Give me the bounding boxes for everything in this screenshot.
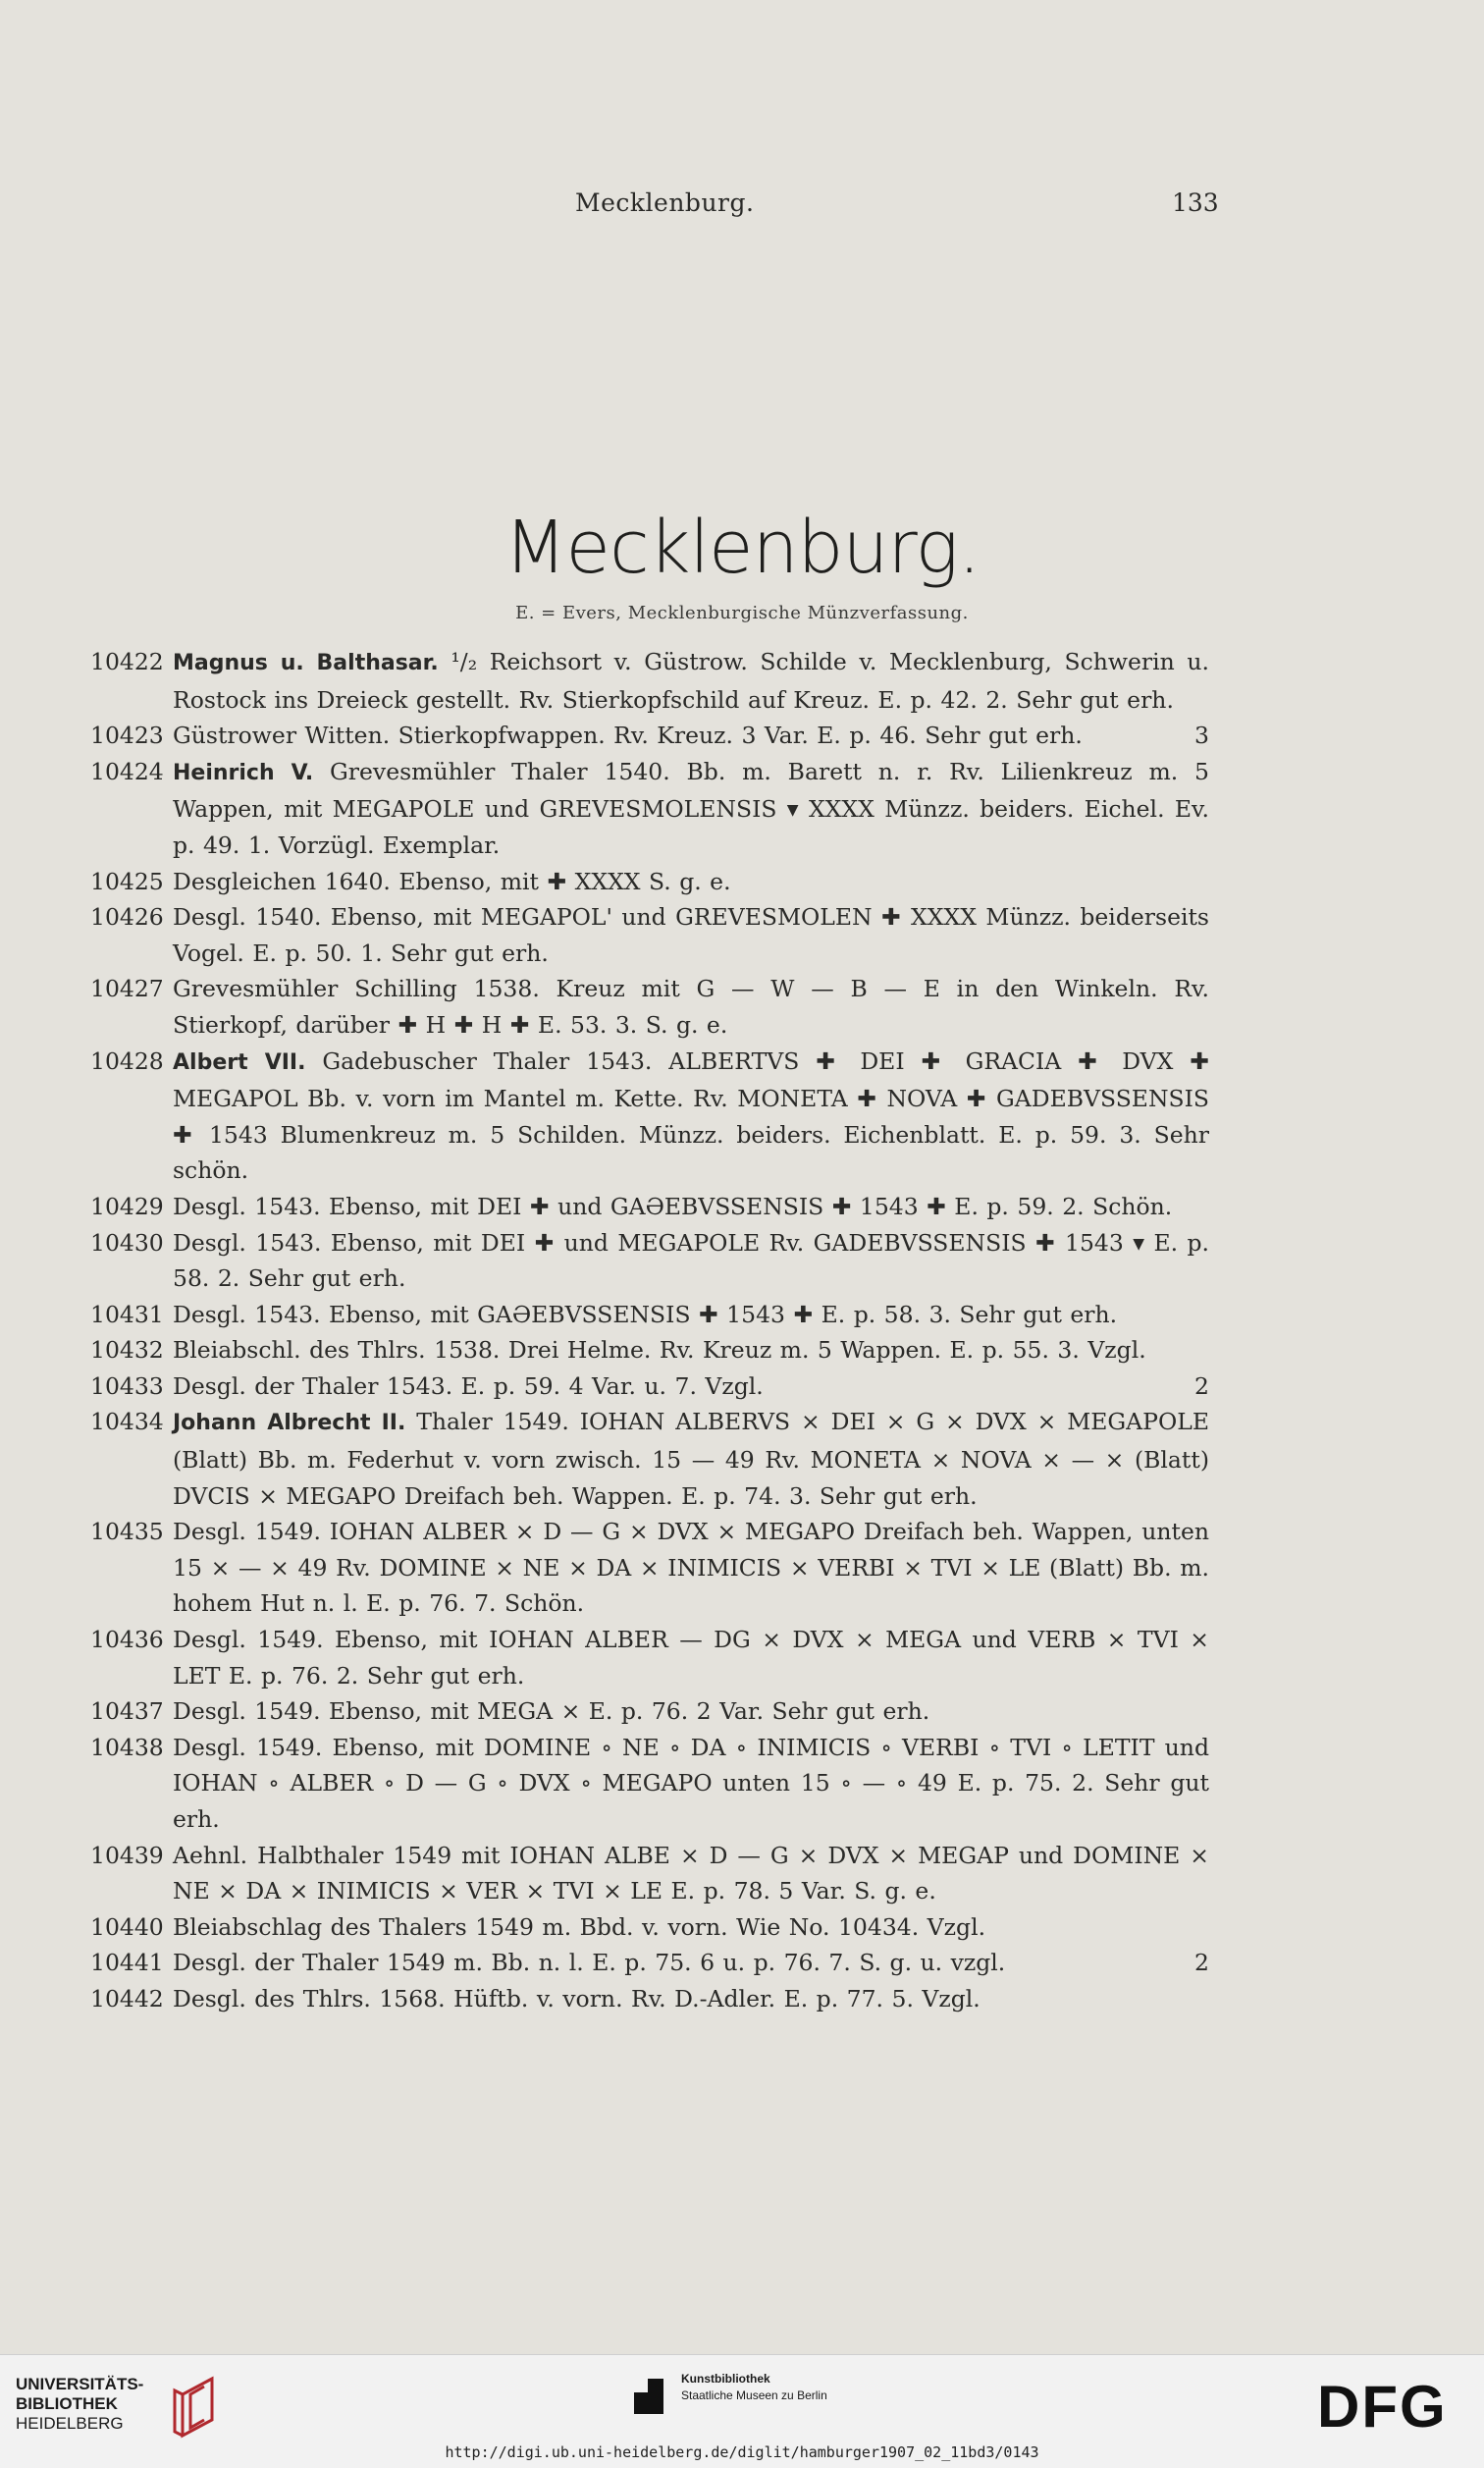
lot-description: Bleiabschl. des Thlrs. 1538. Drei Helme. Rv. Kreuz m. 5 Wappen. E. p. 55. 3. Vzgl. <box>173 1336 1146 1365</box>
lot-description: Desgl. 1543. Ebenso, mit GAƏEBVSSENSIS ✚ 1543 ✚ E. p. 58. 3. Sehr gut erh. <box>173 1300 1118 1328</box>
lot-number: 10432 <box>90 1336 164 1365</box>
lot-number: 10433 <box>90 1371 164 1400</box>
lot-number: 10434 <box>90 1408 164 1436</box>
source-url[interactable]: http://digi.ub.uni-heidelberg.de/diglit/hamburger1907_02_11bd3/0143 <box>445 2443 1039 2461</box>
kunstbibliothek-logo[interactable] <box>630 2371 905 2430</box>
lot-entry <box>90 644 1209 718</box>
kunstbibliothek-emblem-icon <box>630 2375 667 2418</box>
lot-entry <box>90 1044 1209 1189</box>
lot-number: 10423 <box>90 722 164 750</box>
library-logo[interactable] <box>16 2375 241 2443</box>
lot-description: Desgl. 1549. Ebenso, mit MEGA × E. p. 76. 2 Var. Sehr gut erh. <box>173 1697 930 1726</box>
lot-description: ¹/₂ Reichsort v. Güstrow. Schilde v. Mecklenburg, Schwerin u. Rostock ins Dreieck gestellt. Rv. Stierkopfschild auf Kreuz. E. p. 42. 2. Sehr gut erh. <box>173 648 1209 714</box>
ruler-name: Albert VII. <box>173 1049 306 1075</box>
lot-description: Desgl. der Thaler 1549 m. Bb. n. l. E. p. 75. 6 u. p. 76. 7. S. g. u. vzgl. <box>173 1949 1006 1977</box>
lot-number: 10430 <box>90 1228 164 1257</box>
lot-description: Desgl. 1549. Ebenso, mit DOMINE ∘ NE ∘ DA ∘ INIMICIS ∘ VERBI ∘ TVI ∘ LETIT und IOHAN ∘ ALBER ∘ D — G ∘ DVX ∘ MEGAPO unten 15 ∘ — ∘ 49 E. p. 75. 2. Sehr gut erh. <box>173 1733 1209 1833</box>
lot-entry <box>90 1730 1209 1838</box>
lot-number: 10437 <box>90 1697 164 1726</box>
lot-number: 10441 <box>90 1949 164 1977</box>
lot-entry <box>90 1225 1209 1297</box>
kunstbibliothek-line: Staatliche Museen zu Berlin <box>681 2388 827 2402</box>
abbreviation-note: E. = Evers, Mecklenburgische Münzverfassung. <box>515 603 969 623</box>
library-name-line: HEIDELBERG <box>16 2414 124 2433</box>
section-title: Mecklenburg. <box>504 506 980 590</box>
lot-number: 10425 <box>90 867 164 895</box>
kunstbibliothek-name <box>681 2371 827 2404</box>
lot-description: Desgl. 1540. Ebenso, mit MEGAPOL' und GREVESMOLEN ✚ XXXX Münzz. beiderseits Vogel. E. p. 50. 1. Sehr gut erh. <box>173 903 1209 967</box>
lot-number: 10427 <box>90 975 164 1003</box>
lot-number: 10436 <box>90 1626 164 1654</box>
lot-number: 10429 <box>90 1192 164 1220</box>
lot-quantity: 3 <box>1194 722 1209 750</box>
lot-number: 10431 <box>90 1300 164 1328</box>
lot-description: Grevesmühler Schilling 1538. Kreuz mit G — W — B — E in den Winkeln. Rv. Stierkopf, darüber ✚ H ✚ H ✚ E. 53. 3. S. g. e. <box>173 975 1209 1039</box>
lot-entry <box>90 1622 1209 1693</box>
lot-description: Thaler 1549. IOHAN ALBERVS × DEI × G × DVX × MEGAPOLE (Blatt) Bb. m. Federhut v. vorn zwisch. 15 — 49 Rv. MONETA × NOVA × — × (Blatt) DVCIS × MEGAPO Dreifach beh. Wappen. E. p. 74. 3. Sehr gut erh. <box>173 1408 1209 1510</box>
running-title: Mecklenburg. <box>575 188 755 217</box>
lot-entry <box>90 1981 1209 2017</box>
lot-number: 10440 <box>90 1912 164 1941</box>
running-head <box>0 188 1484 228</box>
lot-entry <box>90 864 1209 900</box>
lot-number: 10439 <box>90 1841 164 1869</box>
lot-description: Bleiabschlag des Thalers 1549 m. Bbd. v. vorn. Wie No. 10434. Vzgl. <box>173 1912 986 1941</box>
ruler-name: Heinrich V. <box>173 760 314 785</box>
lot-description: Güstrower Witten. Stierkopfwappen. Rv. Kreuz. 3 Var. E. p. 46. Sehr gut erh. <box>173 722 1083 750</box>
ruler-name: Johann Albrecht II. <box>173 1411 406 1436</box>
library-name-line: UNIVERSITÄTS- <box>16 2375 144 2393</box>
lot-entry <box>90 1189 1209 1225</box>
lot-description: Desgl. 1549. Ebenso, mit IOHAN ALBER — DG × DVX × MEGA und VERB × TVI × LET E. p. 76. 2. Sehr gut erh. <box>173 1626 1209 1690</box>
lot-number: 10426 <box>90 903 164 932</box>
lot-quantity: 2 <box>1194 1949 1209 1977</box>
library-emblem-icon <box>169 2375 224 2440</box>
lot-entry <box>90 718 1209 754</box>
lot-entry <box>90 1368 1209 1405</box>
lot-entry <box>90 1514 1209 1622</box>
lot-description: Desgl. 1543. Ebenso, mit DEI ✚ und GAƏEBVSSENSIS ✚ 1543 ✚ E. p. 59. 2. Schön. <box>173 1192 1173 1220</box>
lot-entry <box>90 1693 1209 1730</box>
lot-description: Grevesmühler Thaler 1540. Bb. m. Barett n. r. Rv. Lilienkreuz m. 5 Wappen, mit MEGAPOLE und GREVESMOLENSIS ▾ XXXX Münzz. beiders. Eichel. Ev. p. 49. 1. Vorzügl. Exemplar. <box>173 757 1209 859</box>
lot-number: 10438 <box>90 1733 164 1761</box>
lot-list <box>90 644 1209 2017</box>
dfg-logo[interactable]: DFG <box>1317 2374 1448 2440</box>
lot-description: Desgl. 1549. IOHAN ALBER × D — G × DVX × MEGAPO Dreifach beh. Wappen, unten 15 × — × 49 Rv. DOMINE × NE × DA × INIMICIS × VERBI × TVI × LE (Blatt) Bb. m. hohem Hut n. l. E. p. 76. 7. Schön. <box>173 1518 1209 1618</box>
lot-entry <box>90 1945 1209 1981</box>
footer-bar <box>0 2354 1484 2468</box>
lot-number: 10424 <box>90 757 164 785</box>
library-name-line: BIBLIOTHEK <box>16 2394 118 2413</box>
lot-description: Desgl. der Thaler 1543. E. p. 59. 4 Var. u. 7. Vzgl. <box>173 1371 764 1400</box>
lot-description: Desgl. des Thlrs. 1568. Hüftb. v. vorn. Rv. D.-Adler. E. p. 77. 5. Vzgl. <box>173 1984 980 2012</box>
lot-entry <box>90 1838 1209 1909</box>
lot-description: Desgl. 1543. Ebenso, mit DEI ✚ und MEGAPOLE Rv. GADEBVSSENSIS ✚ 1543 ▾ E. p. 58. 2. Sehr gut erh. <box>173 1228 1209 1293</box>
page-number: 133 <box>1172 188 1219 217</box>
kunstbibliothek-line: Kunstbibliothek <box>681 2372 770 2386</box>
lot-entry <box>90 1332 1209 1368</box>
lot-entry <box>90 1404 1209 1514</box>
lot-number: 10428 <box>90 1046 164 1075</box>
lot-description: Gadebuscher Thaler 1543. ALBERTVS ✚ DEI ✚ GRACIA ✚ DVX ✚ MEGAPOL Bb. v. vorn im Mantel m. Kette. Rv. MONETA ✚ NOVA ✚ GADEBVSSENSIS ✚ 1543 Blumenkreuz m. 5 Schilden. Münzz. beiders. Eichenblatt. E. p. 59. 3. Sehr schön. <box>173 1046 1209 1185</box>
lot-entry <box>90 1297 1209 1333</box>
lot-quantity: 2 <box>1194 1371 1209 1400</box>
lot-description: Desgleichen 1640. Ebenso, mit ✚ XXXX S. g. e. <box>173 867 731 895</box>
library-name <box>16 2375 143 2434</box>
lot-number: 10442 <box>90 1984 164 2012</box>
lot-entry <box>90 971 1209 1043</box>
lot-description: Aehnl. Halbthaler 1549 mit IOHAN ALBE × D — G × DVX × MEGAP und DOMINE × NE × DA × INIMICIS × VER × TVI × LE E. p. 78. 5 Var. S. g. e. <box>173 1841 1209 1905</box>
lot-entry <box>90 1909 1209 1946</box>
lot-entry <box>90 899 1209 971</box>
ruler-name: Magnus u. Balthasar. <box>173 651 439 675</box>
lot-entry <box>90 754 1209 864</box>
lot-number: 10422 <box>90 648 164 675</box>
lot-number: 10435 <box>90 1518 164 1546</box>
